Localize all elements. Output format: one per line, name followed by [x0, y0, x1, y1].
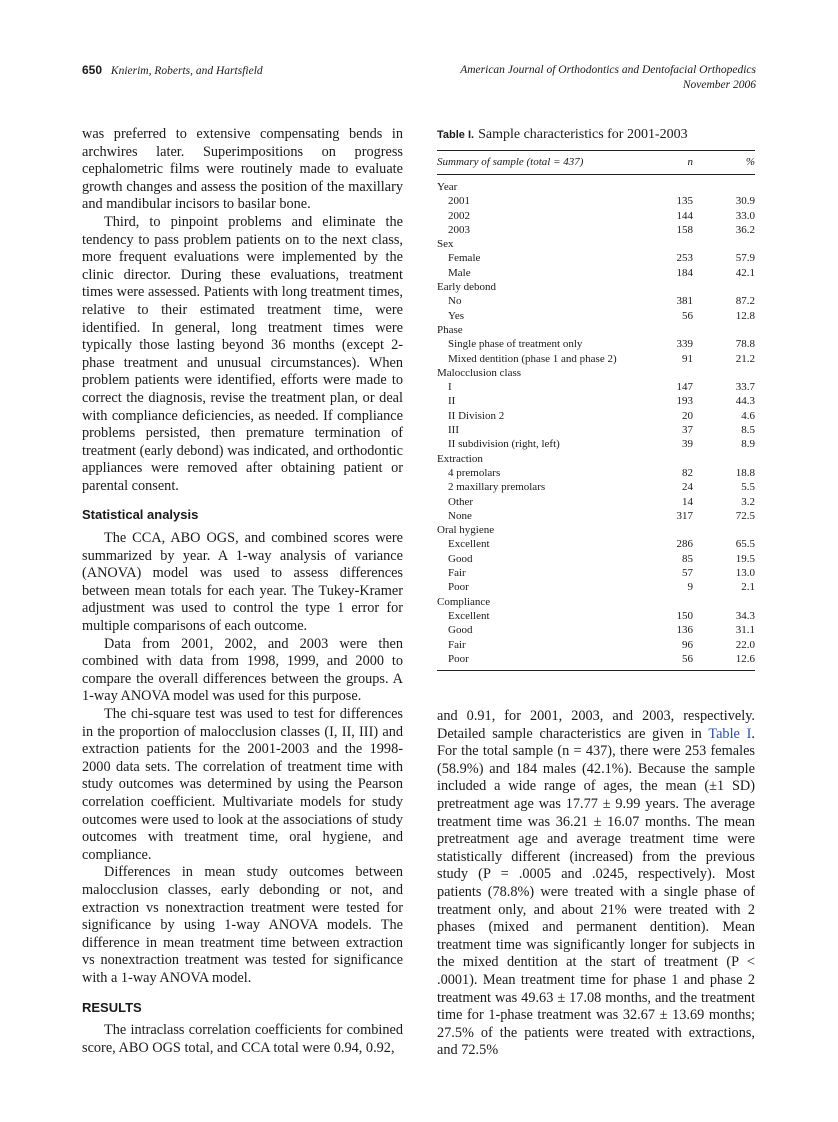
running-authors: Knierim, Roberts, and Hartsfield	[110, 65, 263, 77]
row-label: Male	[448, 266, 471, 279]
cell-percent: 57.9	[735, 252, 755, 265]
cell-n	[641, 237, 693, 251]
row-label: Poor	[437, 652, 641, 671]
cell-n: 57	[682, 567, 693, 580]
cell-percent: 12.6	[693, 652, 755, 671]
cell-percent	[693, 280, 755, 294]
row-label: Yes	[448, 309, 465, 322]
table-caption	[437, 127, 755, 143]
row-label: II	[448, 395, 456, 408]
cell-n: 24	[682, 481, 693, 494]
row-label: III	[448, 424, 459, 437]
row-label: II Division 2	[448, 409, 505, 422]
section-heading-statistical-analysis: Statistical analysis	[82, 507, 199, 523]
table-row	[437, 495, 755, 509]
table-reference-link[interactable]: Table I	[708, 725, 752, 742]
cell-n: 82	[682, 466, 693, 479]
row-label: 2 maxillary premolars	[448, 481, 546, 494]
table-row	[437, 452, 755, 466]
row-label: Excellent	[448, 538, 490, 551]
table-row	[437, 552, 755, 566]
paragraph: The intraclass correlation coefficients for combined score, ABO OGS total, and CCA total were 0.94, 0.92,	[82, 1022, 403, 1056]
right-column	[437, 708, 755, 1060]
table-1	[437, 127, 755, 671]
row-category: Early debond	[437, 281, 496, 294]
cell-percent: 4.6	[741, 409, 755, 422]
cell-percent: 13.0	[735, 567, 755, 580]
row-label: 2002	[448, 209, 470, 222]
row-category: Compliance	[437, 595, 491, 608]
text-run: . For the total sample (n = 437), there were 253 females (58.9%) and 184 males (42.1%). Because the sample included a wide range of ages, the mean (±1 SD) pretreatment age was 17.77 ± 9.99 years. The average treatment time was 36.21 ± 16.07 months. The mean pretreatment age and average treatment time were statistically different (increased) from the previous study (P = .0005 and .0245, respectively). Most patients (78.8%) were treated with a single phase of treatment only, and about 21% were treated with 2 phases (mixed and permanent dentition). Mean treatment time was significantly longer for subjects in the mixed dentition at the start of treatment (P < .0001). Mean treatment time for phase 1 and phase 2 treatment was 49.63 ± 17.08 months, and the treatment time for 1-phase treatment was 32.67 ± 13.69 months; 27.5% of the patients were treated with extractions, and 72.5%	[437, 725, 755, 1059]
table-row	[437, 175, 755, 195]
cell-n	[641, 523, 693, 537]
table-row	[437, 194, 755, 208]
cell-percent: 33.7	[735, 381, 755, 394]
table-row	[437, 309, 755, 323]
cell-percent	[693, 523, 755, 537]
paragraph: Differences in mean study outcomes between malocclusion classes, early debonding or not, and extraction vs nonextraction treatment were tested for significance by using 1-way ANOVA models. The difference in mean treatment time between extraction vs nonextraction treatment was tested for significance with a 1-way ANOVA model.	[82, 864, 403, 986]
cell-percent	[693, 237, 755, 251]
row-label: Poor	[448, 581, 469, 594]
row-label: II subdivision (right, left)	[448, 438, 560, 451]
row-category: Sex	[437, 238, 454, 251]
cell-n	[641, 323, 693, 337]
table-row	[437, 251, 755, 265]
cell-percent	[693, 175, 755, 195]
cell-percent: 22.0	[735, 638, 755, 651]
table-row	[437, 394, 755, 408]
table-row	[437, 623, 755, 637]
row-label: Other	[448, 495, 474, 508]
row-label: 2003	[448, 223, 470, 236]
table-row	[437, 352, 755, 366]
cell-percent: 33.0	[735, 209, 755, 222]
row-label: 4 premolars	[448, 466, 501, 479]
table-row	[437, 209, 755, 223]
row-label: Single phase of treatment only	[448, 338, 583, 351]
cell-percent: 12.8	[735, 309, 755, 322]
table-row	[437, 595, 755, 609]
table-row	[437, 423, 755, 437]
cell-n: 14	[682, 495, 693, 508]
running-header-left	[82, 63, 263, 77]
table-row	[437, 480, 755, 494]
table-row	[437, 294, 755, 308]
cell-n: 56	[682, 309, 693, 322]
cell-percent: 31.1	[735, 624, 755, 637]
cell-n	[641, 595, 693, 609]
table-row	[437, 409, 755, 423]
table-row	[437, 638, 755, 652]
table-row	[437, 537, 755, 551]
paragraph: was preferred to extensive compensating bends in archwires later. Superimpositions on progress cephalometric films were routinely made to evaluate growth changes and assess the position of the maxillary and mandibular incisors to basilar bone.	[82, 126, 403, 213]
cell-n	[641, 452, 693, 466]
cell-percent: 8.9	[741, 438, 755, 451]
page-number: 650	[82, 63, 103, 77]
table-row	[437, 437, 755, 451]
cell-n	[641, 280, 693, 294]
table-row	[437, 509, 755, 523]
cell-percent: 3.2	[741, 495, 755, 508]
cell-n: 91	[682, 352, 693, 365]
cell-n: 96	[682, 638, 693, 651]
row-label: Good	[448, 624, 473, 637]
row-category: Oral hygiene	[437, 524, 495, 537]
cell-n: 136	[676, 624, 693, 637]
row-label: Mixed dentition (phase 1 and phase 2)	[448, 352, 617, 365]
cell-n: 286	[676, 538, 693, 551]
row-label: 2001	[448, 195, 470, 208]
column-header-n: n	[687, 156, 693, 168]
cell-n: 20	[682, 409, 693, 422]
cell-n: 85	[682, 552, 693, 565]
table-row	[437, 266, 755, 280]
running-header-right	[460, 63, 756, 93]
row-label: None	[448, 509, 472, 522]
cell-percent: 42.1	[735, 266, 755, 279]
row-label: Fair	[448, 567, 466, 580]
table-row	[437, 580, 755, 594]
row-label: No	[448, 295, 462, 308]
cell-percent	[693, 452, 755, 466]
table-row	[437, 366, 755, 380]
cell-n: 317	[676, 509, 693, 522]
cell-n: 339	[676, 338, 693, 351]
table-title: Sample characteristics for 2001-2003	[478, 127, 688, 142]
cell-percent: 78.8	[735, 338, 755, 351]
cell-percent: 21.2	[735, 352, 755, 365]
table-label: Table I.	[437, 129, 475, 141]
cell-percent: 30.9	[735, 195, 755, 208]
left-column	[82, 126, 403, 1057]
cell-n: 150	[676, 609, 693, 622]
cell-n: 381	[676, 295, 693, 308]
row-label: Fair	[448, 638, 466, 651]
cell-n: 253	[676, 252, 693, 265]
row-category: Malocclusion class	[437, 366, 522, 379]
cell-n: 147	[676, 381, 693, 394]
row-label: Good	[448, 552, 473, 565]
text-run: and 0.91, for 2001, 2003, and 2003, respectively. Detailed sample characteristics are given in	[437, 708, 755, 742]
cell-n	[641, 175, 693, 195]
cell-percent	[693, 595, 755, 609]
column-header-percent: %	[745, 156, 755, 168]
table-header-row	[437, 151, 755, 175]
cell-percent: 19.5	[735, 552, 755, 565]
table-row	[437, 223, 755, 237]
table-row	[437, 337, 755, 351]
cell-n	[641, 366, 693, 380]
row-label: Excellent	[448, 609, 490, 622]
table-row	[437, 652, 755, 671]
cell-percent: 18.8	[735, 466, 755, 479]
section-heading-results: RESULTS	[82, 999, 142, 1015]
row-category: Phase	[437, 323, 463, 336]
cell-n: 144	[676, 209, 693, 222]
cell-n: 37	[682, 424, 693, 437]
row-category: Extraction	[437, 452, 483, 465]
table-row	[437, 466, 755, 480]
sample-characteristics-table	[437, 150, 755, 671]
cell-percent: 44.3	[735, 395, 755, 408]
cell-n: 39	[682, 438, 693, 451]
paragraph	[437, 708, 755, 1060]
table-row	[437, 609, 755, 623]
cell-percent: 5.5	[741, 481, 755, 494]
cell-n: 56	[641, 652, 693, 671]
paragraph: The chi-square test was used to test for differences in the proportion of malocclusion classes (I, II, III) and extraction patients for the 2001-2003 and the 1998-2000 data sets. The correlation of treatment time with study outcomes was determined by using the Pearson correlation coefficient. Multivariate models for study outcomes were used to look at the associations of study outcomes with treatment time, oral hygiene, and compliance.	[82, 706, 403, 863]
table-row	[437, 323, 755, 337]
cell-percent: 72.5	[735, 509, 755, 522]
paragraph: Data from 2001, 2002, and 2003 were then combined with data from 1998, 1999, and 2000 to compare the overall differences between the groups. A 1-way ANOVA model was used for this purpose.	[82, 635, 403, 705]
cell-percent: 36.2	[735, 223, 755, 236]
cell-n: 9	[687, 581, 693, 594]
table-row	[437, 380, 755, 394]
cell-percent: 2.1	[741, 581, 755, 594]
cell-percent: 34.3	[735, 609, 755, 622]
row-category: Year	[437, 181, 458, 193]
table-row	[437, 280, 755, 294]
cell-percent	[693, 366, 755, 380]
issue-date: November 2006	[682, 79, 756, 91]
journal-name: American Journal of Orthodontics and Dentofacial Orthopedics	[460, 64, 756, 76]
table-row	[437, 566, 755, 580]
cell-percent	[693, 323, 755, 337]
cell-n: 158	[676, 223, 693, 236]
cell-percent: 87.2	[735, 295, 755, 308]
cell-n: 184	[676, 266, 693, 279]
cell-n: 135	[676, 195, 693, 208]
paragraph: The CCA, ABO OGS, and combined scores were summarized by year. A 1-way analysis of variance (ANOVA) model was used to assess differences between mean totals for each year. The Tukey-Kramer adjustment was used to control the type 1 error for multiple comparisons of each outcome.	[82, 530, 403, 635]
paragraph: Third, to pinpoint problems and eliminate the tendency to pass problem patients on to the next class, more frequent evaluations were implemented by the clinic director. During these evaluations, treatment times were assessed. Patients with long treatment times, relative to their estimated treatment time, were identified. In general, long treatment times were typically those lasting beyond 36 months (except 2-phase treatment and unusual circumstances). When problem patients were identified, efforts were made to correct the diagnosis, revise the treatment plan, or deal with compliance deficiencies, as needed. If compliance problems persisted, then premature termination of treatment (early debond) was indicated, and orthodontic appliances were removed after obtaining patient or parental consent.	[82, 213, 403, 494]
row-label: Female	[448, 252, 481, 265]
column-header-summary: Summary of sample (total = 437)	[437, 156, 584, 168]
cell-percent: 65.5	[735, 538, 755, 551]
row-label: I	[448, 381, 452, 394]
cell-percent: 8.5	[741, 424, 755, 437]
cell-n: 193	[676, 395, 693, 408]
table-row	[437, 237, 755, 251]
table-row	[437, 523, 755, 537]
